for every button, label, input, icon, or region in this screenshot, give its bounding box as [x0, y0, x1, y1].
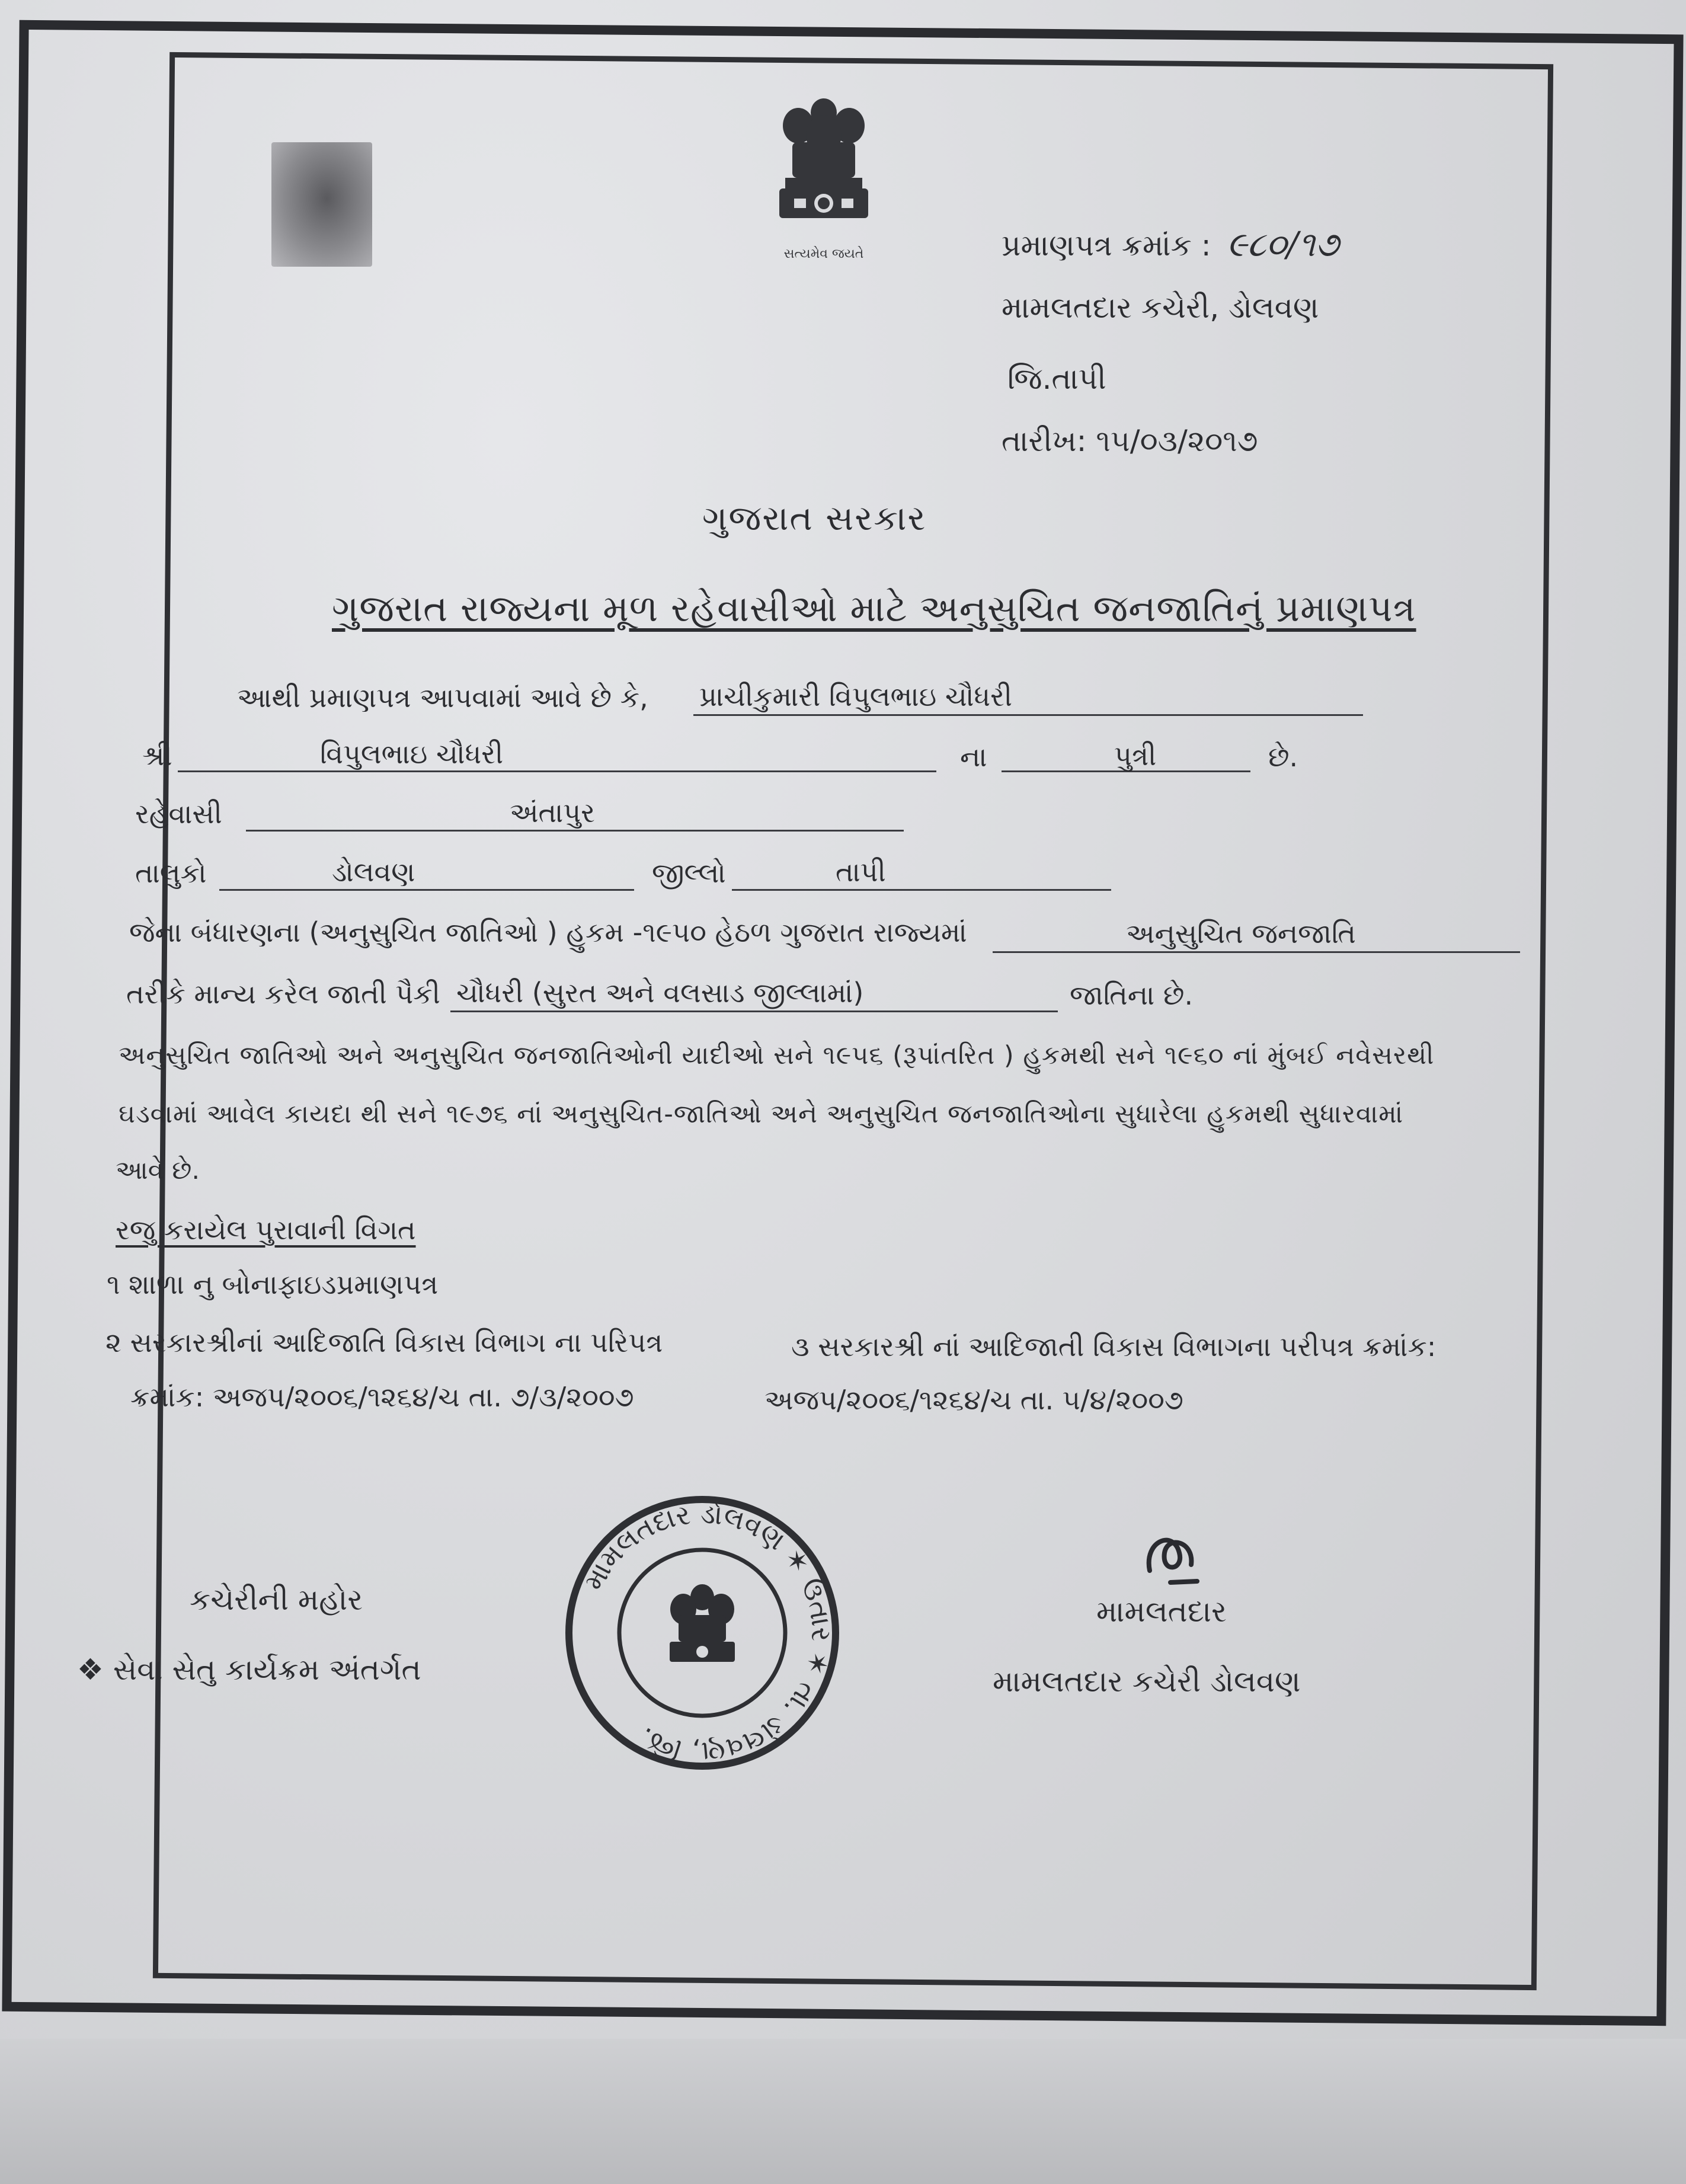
taluka-value: ડોલવણ	[332, 856, 415, 888]
national-emblem-icon	[756, 89, 892, 267]
signatory-title: મામલતદાર	[1096, 1594, 1227, 1629]
evidence-heading: રજુ કરાયેલ પુરાવાની વિગત	[116, 1214, 416, 1246]
emblem-motto: સત્યમેવ જયતે	[783, 247, 864, 261]
shri-label: શ્રી	[142, 740, 172, 772]
office-name: મામલતદાર કચેરી, ડોલવણ	[1002, 290, 1319, 325]
che-label: છે.	[1268, 741, 1298, 773]
paper-underlay	[0, 2039, 1686, 2184]
paragraph-line-2: ઘડવામાં આવેલ કાયદા થી સને ૧૯૭૬ નાં અનુસુચિત-જાતિઓ અને અનુસુચિત જનજાતિઓના સુધારેલા હુકમથી સુધારવામાં	[119, 1099, 1404, 1129]
caste-value: ચૌધરી (સુરત અને વલસાડ જીલ્લામાં)	[456, 977, 864, 1009]
seva-setu-label: ❖ સેવા સેતુ કાર્યક્રમ અંતર્ગત	[77, 1652, 421, 1687]
taluka-underline	[219, 889, 634, 891]
name-underline	[693, 714, 1363, 716]
evidence-item-2: ૨ સરકારશ્રીનાં આદિજાતિ વિકાસ વિભાગ ના પરિપત્ર	[105, 1326, 663, 1358]
evidence-item-3-ref: અજપ/૨૦૦૬/૧૨૬૪/ચ તા. ૫/૪/૨૦૦૭	[764, 1384, 1183, 1416]
father-underline	[178, 770, 936, 772]
order-value: અનુસુચિત જનજાતિ	[1126, 917, 1356, 949]
resident-label: રહેવાસી	[135, 798, 222, 830]
paragraph-line-3: આવે છે.	[116, 1156, 200, 1185]
taluka-label: તાલુકો	[135, 857, 207, 889]
evidence-item-2-ref: ક્રમાંક: અજપ/૨૦૦૬/૧૨૬૪/ચ તા. ૭/૩/૨૦૦૭	[130, 1381, 634, 1413]
resident-underline	[246, 830, 904, 832]
cert-number-value: ૯૮૦/૧૭	[1227, 224, 1339, 264]
seal-ring-text: મામલતદાર ડોલવણ ✶ ઉતાર ✶ તા. ડોલવણ, જિ.	[577, 1497, 838, 1769]
signatory-office: મામલતદાર કચેરી ડોલવણ	[993, 1664, 1301, 1699]
office-seal-label: કચેરીની મહોર	[190, 1582, 363, 1617]
caste-suffix: જાતિના છે.	[1070, 979, 1194, 1011]
applicant-name: પ્રાચીકુમારી વિપુલભાઇ ચૌધરી	[699, 680, 1012, 712]
caste-label: તરીકે માન્ય કરેલ જાતી પૈકી	[126, 978, 440, 1010]
relation-value: પુત્રી	[1114, 740, 1157, 772]
certificate-title: ગુજરાત રાજ્યના મૂળ રહેવાસીઓ માટે અનુસુચિત જનજાતિનું પ્રમાણપત્ર	[332, 587, 1416, 630]
government-heading: ગુજરાત સરકાર	[702, 498, 927, 538]
cert-number-label: પ્રમાણપત્ર ક્રમાંક :	[1002, 228, 1211, 263]
paragraph-line-1: અનુસુચિત જાતિઓ અને અનુસુચિત જનજાતિઓની યાદીઓ સને ૧૯૫૬ (રૂપાંતરિત ) હુકમથી સને ૧૯૬૦ નાં મુંબઈ નવેસરથી	[119, 1041, 1435, 1070]
evidence-item-3: ૩ સરકારશ્રી નાં આદિજાતી વિકાસ વિભાગના પરીપત્ર ક્રમાંક:	[791, 1331, 1437, 1363]
jillo-underline	[732, 889, 1111, 891]
order-text: જેના બંધારણના (અનુસુચિત જાતિઓ ) હુકમ -૧૯૫૦ હેઠળ ગુજરાત રાજ્યમાં	[129, 916, 967, 948]
signature-icon	[1138, 1517, 1209, 1594]
caste-underline	[450, 1011, 1058, 1012]
issue-date: તારીખ: ૧૫/૦૩/૨૦૧૭	[1002, 424, 1258, 458]
resident-value: અંતાપુર	[510, 797, 595, 829]
order-underline	[993, 951, 1520, 953]
district-name: જિ.તાપી	[1007, 362, 1106, 396]
father-name: વિપુલભાઇ ચૌધરી	[320, 738, 504, 770]
na-label: ના	[960, 741, 987, 773]
office-seal-icon	[563, 1494, 842, 1772]
applicant-photo	[271, 142, 372, 267]
jillo-label: જીલ્લો	[652, 857, 726, 889]
intro-label: આથી પ્રમાણપત્ર આપવામાં આવે છે કે,	[237, 682, 648, 714]
evidence-item-1: ૧ શાળા નુ બોનાફાઇડપ્રમાણપત્ર	[107, 1268, 439, 1300]
jillo-value: તાપી	[836, 856, 886, 888]
inner-border	[153, 52, 1553, 1990]
